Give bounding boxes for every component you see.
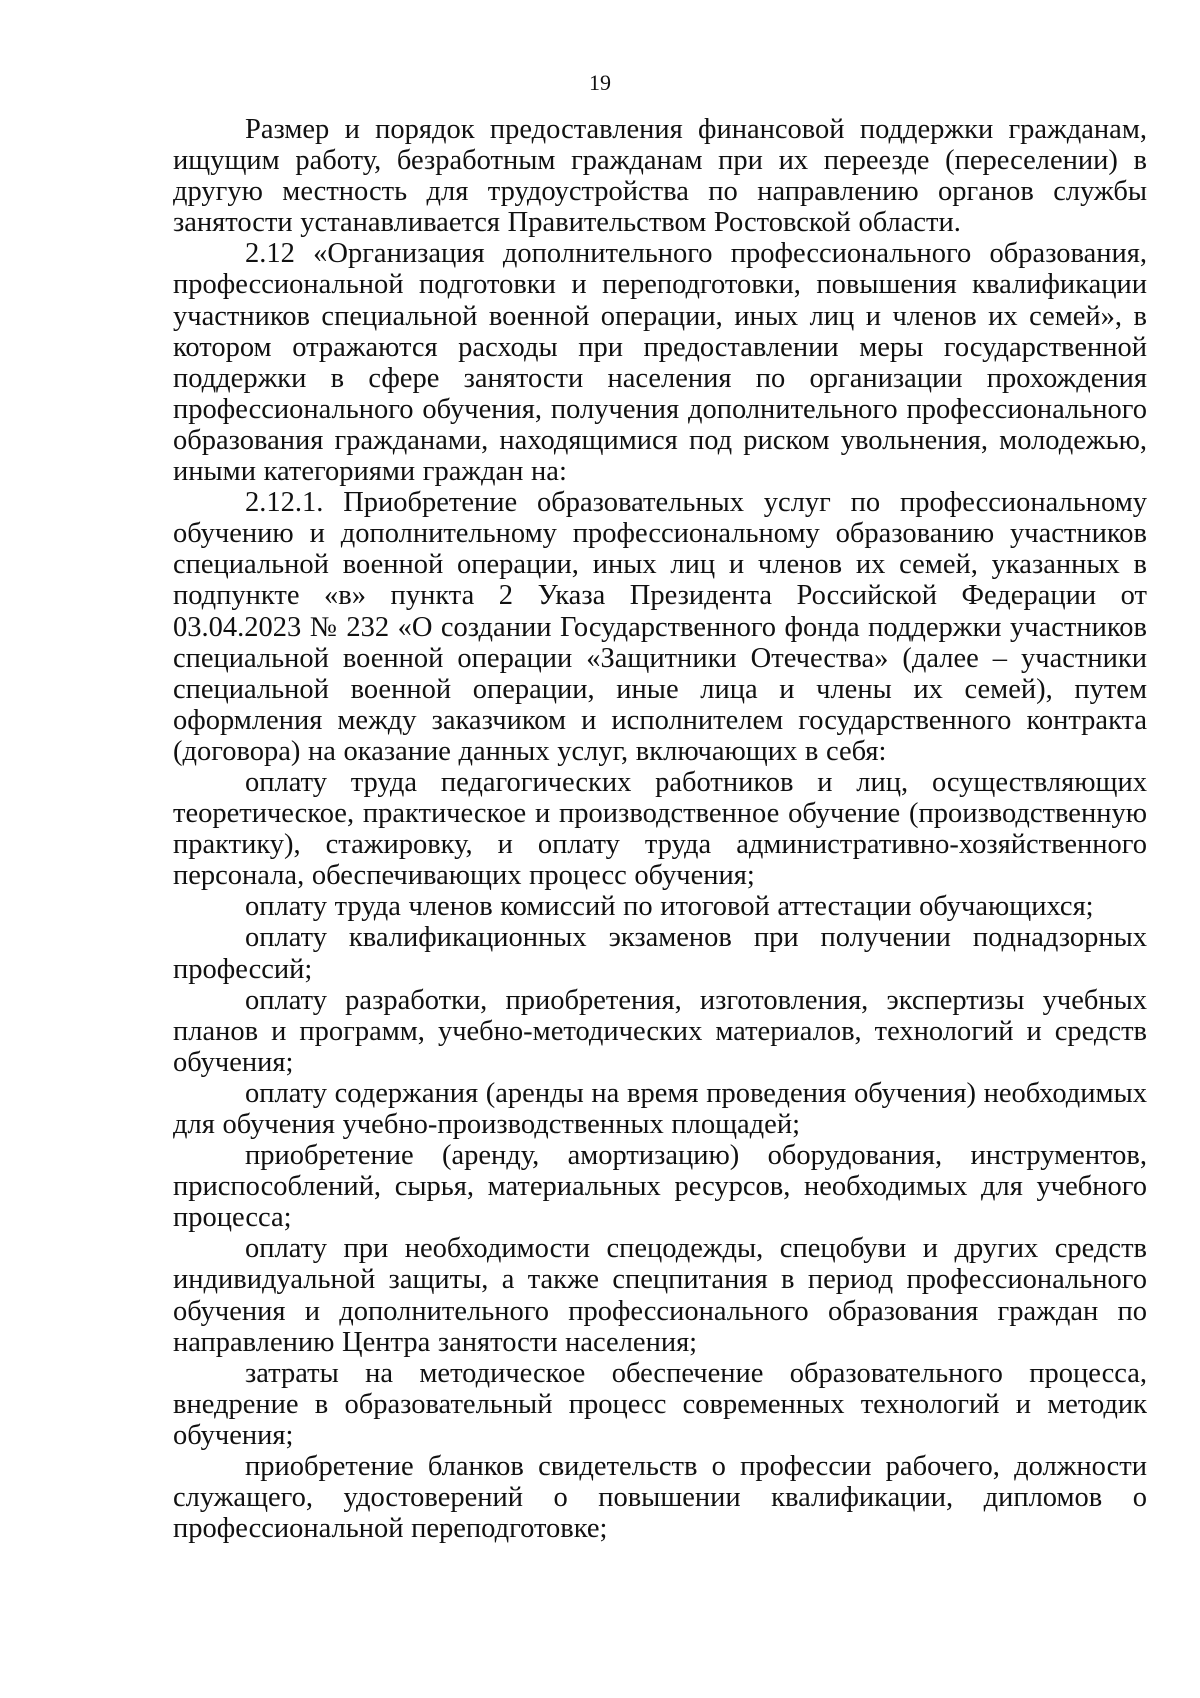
list-item-exams: оплату квалификационных экзаменов при получении поднадзорных профессий;: [173, 922, 1147, 985]
list-item-teacher-pay: оплату труда педагогических работников и лиц, осуществляющих теоретическое, практическое и производственное обучение (производственную практику), стажировку, и оплату труда административно-хозяйственного персонала, обеспечивающих процесс обучения;: [173, 766, 1147, 892]
list-item-premises: оплату содержания (аренды на время проведения обучения) необходимых для обучения учебно-производственных площадей;: [173, 1077, 1147, 1140]
paragraph-financial-support: Размер и порядок предоставления финансовой поддержки гражданам, ищущим работу, безработным гражданам при их переезде (переселении) в другую местность для трудоустройства по направлению органов службы занятости устанавливается Правительством Ростовской области.: [173, 114, 1147, 239]
list-item-curricula: оплату разработки, приобретения, изготовления, экспертизы учебных планов и программ, учебно-методических материалов, технологий и средств обучения;: [173, 984, 1147, 1078]
paragraph-2-12-1: 2.12.1. Приобретение образовательных услуг по профессиональному обучению и дополнительному профессиональному образованию участников специальной военной операции, иных лиц и членов их семей, указанных в подпункте «в» пункта 2 Указа Президента Российской Федерации от 03.04.2023 № 232 «О создании Государственного фонда поддержки участников специальной военной операции «Защитники Отечества» (далее – участники специальной военной операции, иные лица и члены их семей), путем оформления между заказчиком и исполнителем государственного контракта (договора) на оказание данных услуг, включающих в себя:: [173, 487, 1147, 767]
list-item-commission-pay: оплату труда членов комиссий по итоговой аттестации обучающихся;: [245, 891, 1094, 923]
list-item-methodology: затраты на методическое обеспечение образовательного процесса, внедрение в образовательный процесс современных технологий и методик обучения;: [173, 1357, 1147, 1451]
list-item-equipment: приобретение (аренду, амортизацию) оборудования, инструментов, приспособлений, сырья, материальных ресурсов, необходимых для учебного процесса;: [173, 1140, 1147, 1234]
list-item-certificate-forms: приобретение бланков свидетельств о профессии рабочего, должности служащего, удостоверений о повышении квалификации, дипломов о профессиональной переподготовке;: [173, 1451, 1147, 1545]
paragraph-2-12: 2.12 «Организация дополнительного профессионального образования, профессиональной подготовки и переподготовки, повышения квалификации участников специальной военной операции, иных лиц и членов их семей», в котором отражаются расходы при предоставлении меры государственной поддержки в сфере занятости населения по организации прохождения профессионального обучения, получения дополнительного профессионального образования гражданами, находящимися под риском увольнения, молодежью, иными категориями граждан на:: [173, 238, 1147, 488]
page-number: 19: [589, 70, 611, 95]
list-item-protective-gear: оплату при необходимости спецодежды, спецобуви и других средств индивидуальной защиты, а также спецпитания в период профессионального обучения и дополнительного профессионального образования граждан по направлению Центра занятости населения;: [173, 1233, 1147, 1358]
document-body: [173, 114, 1147, 1544]
